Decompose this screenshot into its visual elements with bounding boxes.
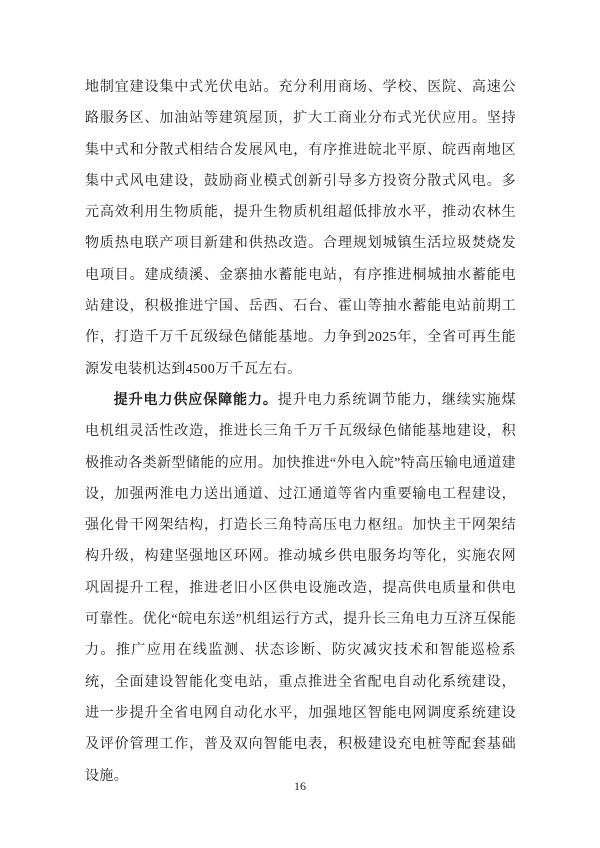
page-number: 16 <box>294 779 306 793</box>
paragraph <box>85 72 516 385</box>
text-block <box>85 72 516 792</box>
paragraph-lead: 提升电力供应保障能力。 <box>113 392 278 408</box>
paragraph <box>85 385 516 792</box>
paragraph-text: 提升电力系统调节能力，继续实施煤电机组灵活性改造，推进长三角千万千瓦级绿色储能基地建设，积极推动各类新型储能的应用。加快推进“外电入皖”特高压输电通道建设，加强两淮电力送出通道、过江通道等省内重要输电工程建设，强化骨干网架结构，打造长三角特高压电力枢纽。加快主干网架结构升级，构建坚强地区环网。推动城乡供电服务均等化，实施农网巩固提升工程，推进老旧小区供电设施改造，提高供电质量和供电可靠性。优化“皖电东送”机组运行方式，提升长三角电力互济互保能力。推广应用在线监测、状态诊断、防灾减灾技术和智能巡检系统，全面建设智能化变电站，重点推进全省配电自动化系统建设，进一步提升全省电网自动化水平，加强地区智能电网调度系统建设及评价管理工作，普及双向智能电表，积极建设充电桩等配套基础设施。 <box>85 392 516 784</box>
paragraph-text: 地制宜建设集中式光伏电站。充分利用商场、学校、医院、高速公路服务区、加油站等建筑屋顶，扩大工商业分布式光伏应用。坚持集中式和分散式相结合发展风电，有序推进皖北平原、皖西南地区集中式风电建设，鼓励商业模式创新引导多方投资分散式风电。多元高效利用生物质能，提升生物质机组超低排放水平，推动农林生物质热电联产项目新建和供热改造。合理规划城镇生活垃圾焚烧发电项目。建成绩溪、金寨抽水蓄能电站，有序推进桐城抽水蓄能电站建设，积极推进宁国、岳西、石台、霍山等抽水蓄能电站前期工作，打造千万千瓦级绿色储能基地。力争到2025年，全省可再生能源发电装机达到4500万千瓦左右。 <box>85 80 516 377</box>
